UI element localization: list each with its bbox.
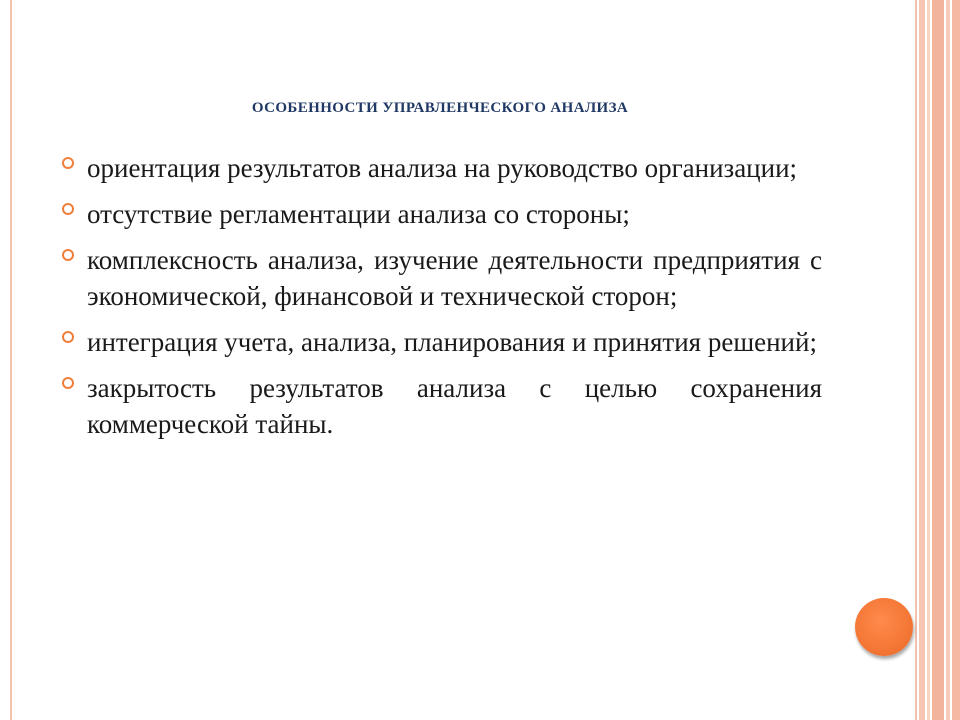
decorative-stripes [917,0,960,720]
bullet-list [62,150,822,452]
bullet-text: отсутствие регламентации анализа со стороны; [87,199,630,229]
circle-bullet-icon [62,203,74,215]
circle-bullet-icon [62,331,74,343]
bullet-text: комплексность анализа, изучение деятельности предприятия с экономической, финансовой и технической сторон; [87,245,822,311]
bullet-text: интеграция учета, анализа, планирования и принятия решений; [87,327,817,357]
slide-title: ОСОБЕННОСТИ УПРАВЛЕНЧЕСКОГО АНАЛИЗА [251,100,629,116]
bullet-text: ориентация результатов анализа на руководство организации; [87,153,798,183]
bullet-text: закрытость результатов анализа с целью сохранения коммерческой тайны. [87,373,822,439]
circle-bullet-icon [62,377,74,389]
list-item [62,242,822,314]
list-item [62,370,822,442]
list-item [62,196,822,232]
decorative-orange-circle [855,598,913,656]
circle-bullet-icon [62,157,74,169]
list-item [62,324,822,360]
circle-bullet-icon [62,249,74,261]
list-item [62,150,822,186]
